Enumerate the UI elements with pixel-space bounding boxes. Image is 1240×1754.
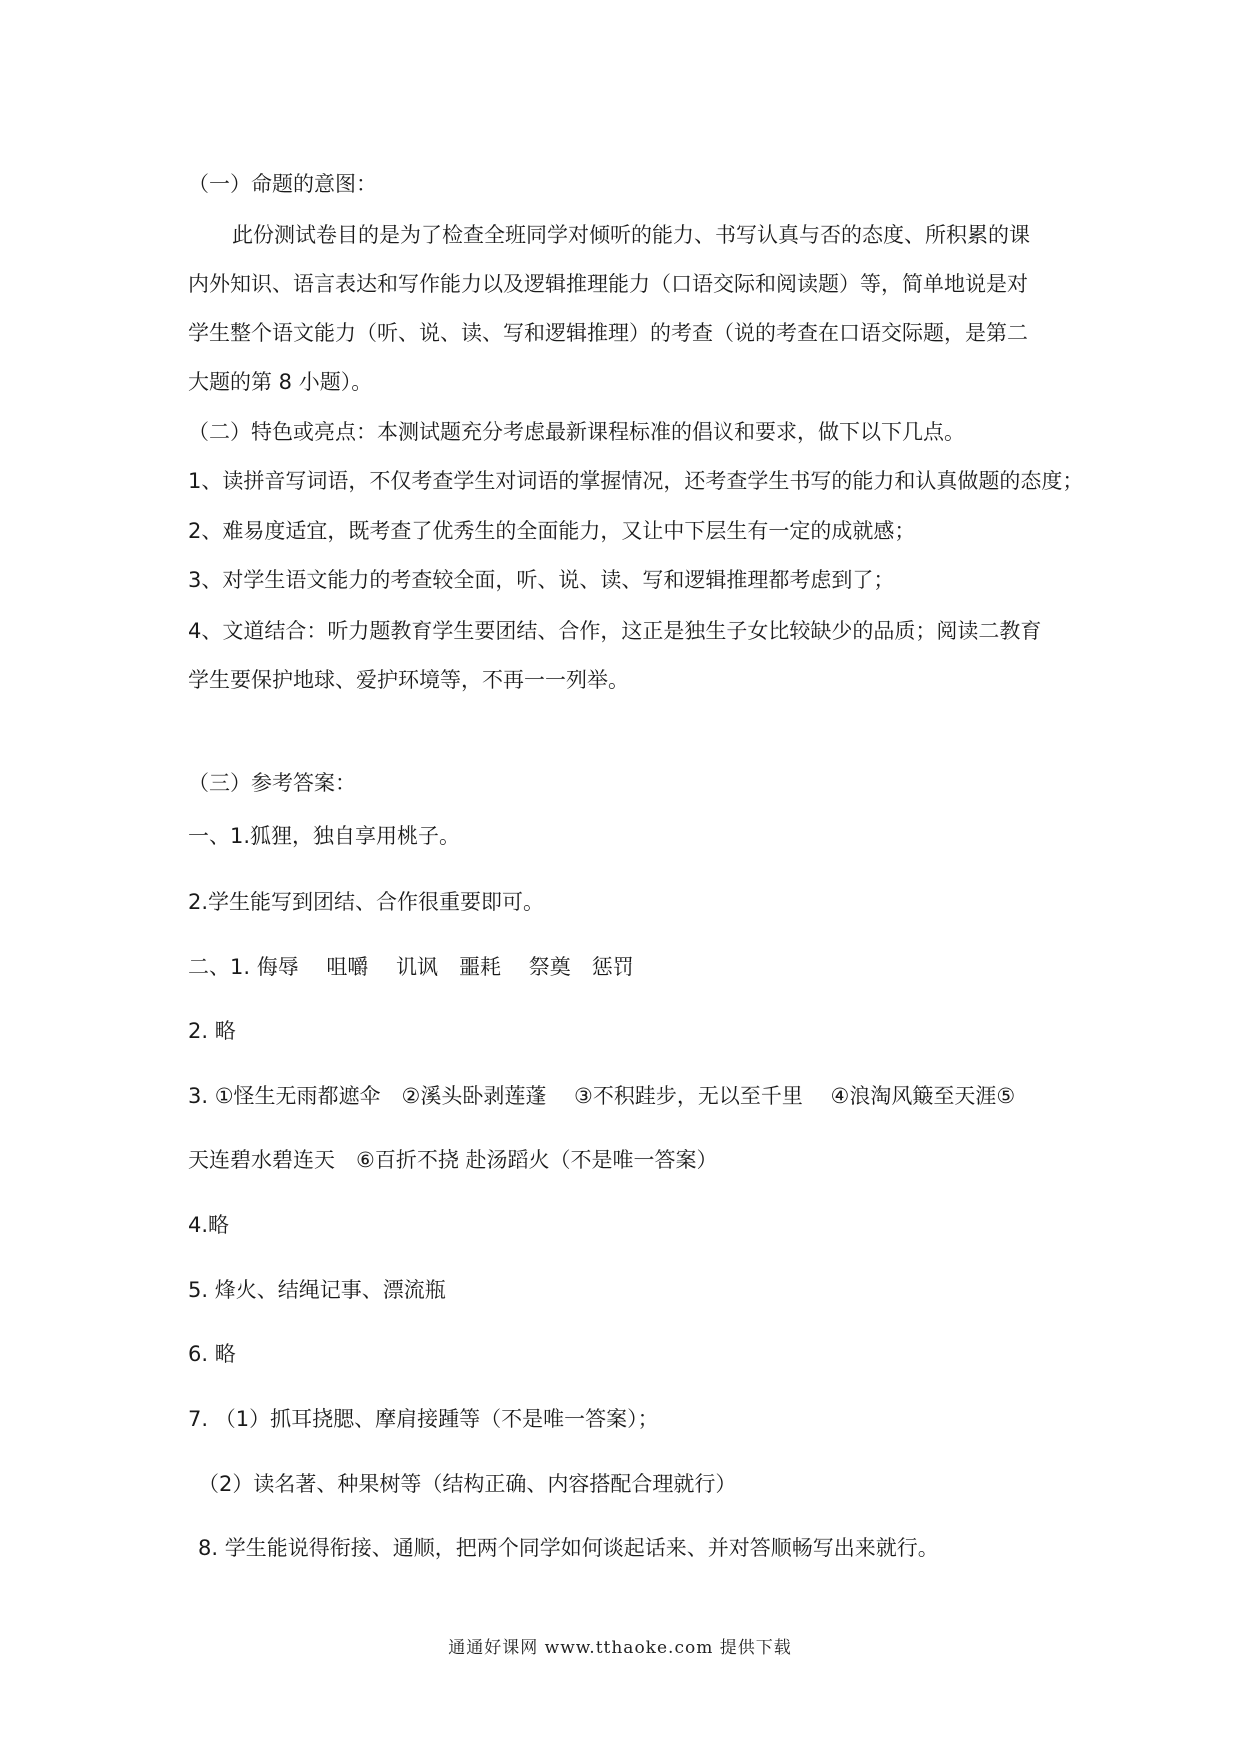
intent-paragraph-line: 此份测试卷目的是为了检查全班同学对倾听的能力、书写认真与否的态度、所积累的课 (232, 223, 1030, 247)
answer-line: 8. 学生能说得衔接、通顺，把两个同学如何谈起话来、并对答顺畅写出来就行。 (198, 1536, 939, 1560)
answer-line: 一、1.狐狸，独自享用桃子。 (188, 824, 461, 848)
answer-line: 3. ①怪生无雨都遮伞 ②溪头卧剥莲蓬 ③不积跬步，无以至千里 ④浪淘风簸至天涯⑤ (188, 1084, 1016, 1108)
answer-line: 7. （1）抓耳挠腮、摩肩接踵等（不是唯一答案）； (188, 1407, 659, 1431)
feature-item: 学生要保护地球、爱护环境等，不再一一列举。 (188, 668, 629, 692)
answer-line: 天连碧水碧连天 ⑥百折不挠 赴汤蹈火（不是唯一答案） (188, 1148, 718, 1172)
answer-line: 6. 略 (188, 1342, 236, 1366)
answer-line: 4.略 (188, 1213, 230, 1237)
intent-paragraph-line: 大题的第 8 小题）。 (188, 370, 373, 394)
page-footer: 通通好课网 www.tthaoke.com 提供下载 (448, 1638, 792, 1658)
feature-item: 4、文道结合：听力题教育学生要团结、合作，这正是独生子女比较缺少的品质；阅读二教育 (188, 619, 1042, 643)
feature-item: 2、难易度适宜，既考查了优秀生的全面能力，又让中下层生有一定的成就感； (188, 519, 916, 543)
answer-line: 2.学生能写到团结、合作很重要即可。 (188, 890, 545, 914)
intent-paragraph-line: 内外知识、语言表达和写作能力以及逻辑推理能力（口语交际和阅读题）等，简单地说是对 (188, 272, 1028, 296)
answer-line: 二、1. 侮辱 咀嚼 讥讽 噩耗 祭奠 惩罚 (188, 955, 634, 979)
intent-paragraph-line: 学生整个语文能力（听、说、读、写和逻辑推理）的考查（说的考查在口语交际题，是第二 (188, 321, 1028, 345)
answer-line: （2）读名著、种果树等（结构正确、内容搭配合理就行） (198, 1472, 737, 1496)
section-heading-features: （二）特色或亮点：本测试题充分考虑最新课程标准的倡议和要求，做下以下几点。 (188, 420, 965, 444)
feature-item: 3、对学生语文能力的考查较全面，听、说、读、写和逻辑推理都考虑到了； (188, 568, 895, 592)
section-heading-answers: （三）参考答案： (188, 771, 356, 795)
answer-line: 5. 烽火、结绳记事、漂流瓶 (188, 1278, 446, 1302)
section-heading-intent: （一）命题的意图： (188, 172, 377, 196)
answer-line: 2. 略 (188, 1019, 236, 1043)
feature-item: 1、读拼音写词语，不仅考查学生对词语的掌握情况，还考查学生书写的能力和认真做题的态度； (188, 469, 1084, 493)
